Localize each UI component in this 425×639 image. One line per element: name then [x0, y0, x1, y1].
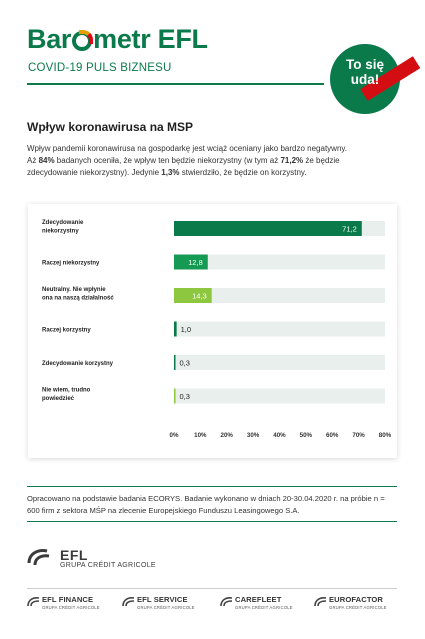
- x-tick-label: 10%: [194, 432, 207, 439]
- bar-track: [174, 389, 385, 404]
- efl-service-logo-icon: [122, 596, 135, 607]
- brand-subtitle: COVID-19 PULS BIZNESU: [28, 62, 172, 74]
- badge-line-2: uda!: [350, 72, 380, 87]
- x-tick-label: 0%: [169, 432, 179, 439]
- bar: [174, 221, 362, 236]
- data-label: 14,3: [192, 291, 207, 301]
- partners-divider: [27, 588, 397, 589]
- intro-paragraph: [27, 143, 397, 179]
- x-tick-label: 80%: [378, 432, 392, 439]
- category-label: powiedzieć: [42, 396, 75, 402]
- category-label: Zdecydowanie: [42, 220, 84, 226]
- bar-track: [174, 355, 385, 370]
- intro-line-3: zdecydowanie niekorzystny). Jedynie 1,3% stwierdziło, że będzie on korzystny.: [27, 168, 307, 177]
- slogan-badge: [330, 44, 400, 114]
- footer-divider-top: [27, 486, 397, 487]
- brand-text-pre: Bar: [27, 24, 72, 54]
- category-label: Raczej niekorzystny: [42, 260, 100, 267]
- data-label: 12,8: [188, 257, 203, 267]
- bar-chart: [28, 204, 397, 458]
- x-tick-label: 70%: [352, 432, 365, 439]
- efl-logo-group: GRUPA CRÉDIT AGRICOLE: [60, 562, 156, 569]
- x-tick-label: 20%: [220, 432, 233, 439]
- data-label: 0,3: [179, 391, 190, 401]
- brand-o-gauge-icon: [72, 31, 92, 51]
- x-tick-label: 40%: [273, 432, 286, 439]
- source-note: Opracowano na podstawie badania ECORYS. Badanie wykonano w dniach 20-30.04.2020 r. na próbie n = 600 firm z sektora MŚP na zlecenie Europejskiego Funduszu Leasingowego S.A.: [27, 494, 385, 515]
- section-title: Wpływ koronawirusa na MSP: [27, 120, 194, 134]
- chart-card: [28, 204, 397, 458]
- category-label: Nie wiem, trudno: [42, 387, 91, 394]
- x-tick-label: 30%: [246, 432, 260, 439]
- carefleet-logo-icon: [220, 596, 233, 607]
- efl-logo-name: EFL: [60, 547, 88, 563]
- badge-line-1: To się: [345, 57, 384, 72]
- x-tick-label: 50%: [299, 432, 313, 439]
- category-label: ona na naszą działalność: [42, 295, 114, 302]
- footer-divider-bottom: [27, 521, 397, 522]
- data-label: 0,3: [179, 358, 190, 368]
- category-label: Zdecydowanie korzystny: [42, 361, 114, 367]
- brand-text-post: metr EFL: [93, 24, 208, 54]
- credit-agricole-logo-icon: [27, 547, 51, 567]
- header-divider: [27, 83, 324, 85]
- bar: [174, 322, 177, 337]
- intro-line-2: Aż 84% badanych oceniła, że wpływ ten będzie niekorzystny (w tym aż 71,2% że będzie: [27, 156, 340, 165]
- data-label: 1,0: [180, 324, 192, 334]
- intro-line-1: Wpływ pandemii koronawirusa na gospodarkę jest wciąż oceniany jako bardzo negatywny.: [27, 144, 348, 153]
- bar-track: [174, 322, 385, 337]
- data-label: 71,2: [342, 224, 357, 234]
- category-label: Neutralny. Nie wpłynie: [42, 287, 106, 293]
- eurofactor-logo-icon: [314, 596, 327, 607]
- efl-finance-logo-icon: [27, 596, 40, 607]
- x-tick-label: 60%: [326, 432, 339, 439]
- bar: [174, 389, 176, 404]
- category-label: niekorzystny: [42, 228, 79, 235]
- brand-logo: [27, 24, 208, 54]
- category-label: Raczej korzystny: [42, 327, 91, 334]
- bar: [174, 355, 176, 370]
- badge-text: [330, 57, 400, 87]
